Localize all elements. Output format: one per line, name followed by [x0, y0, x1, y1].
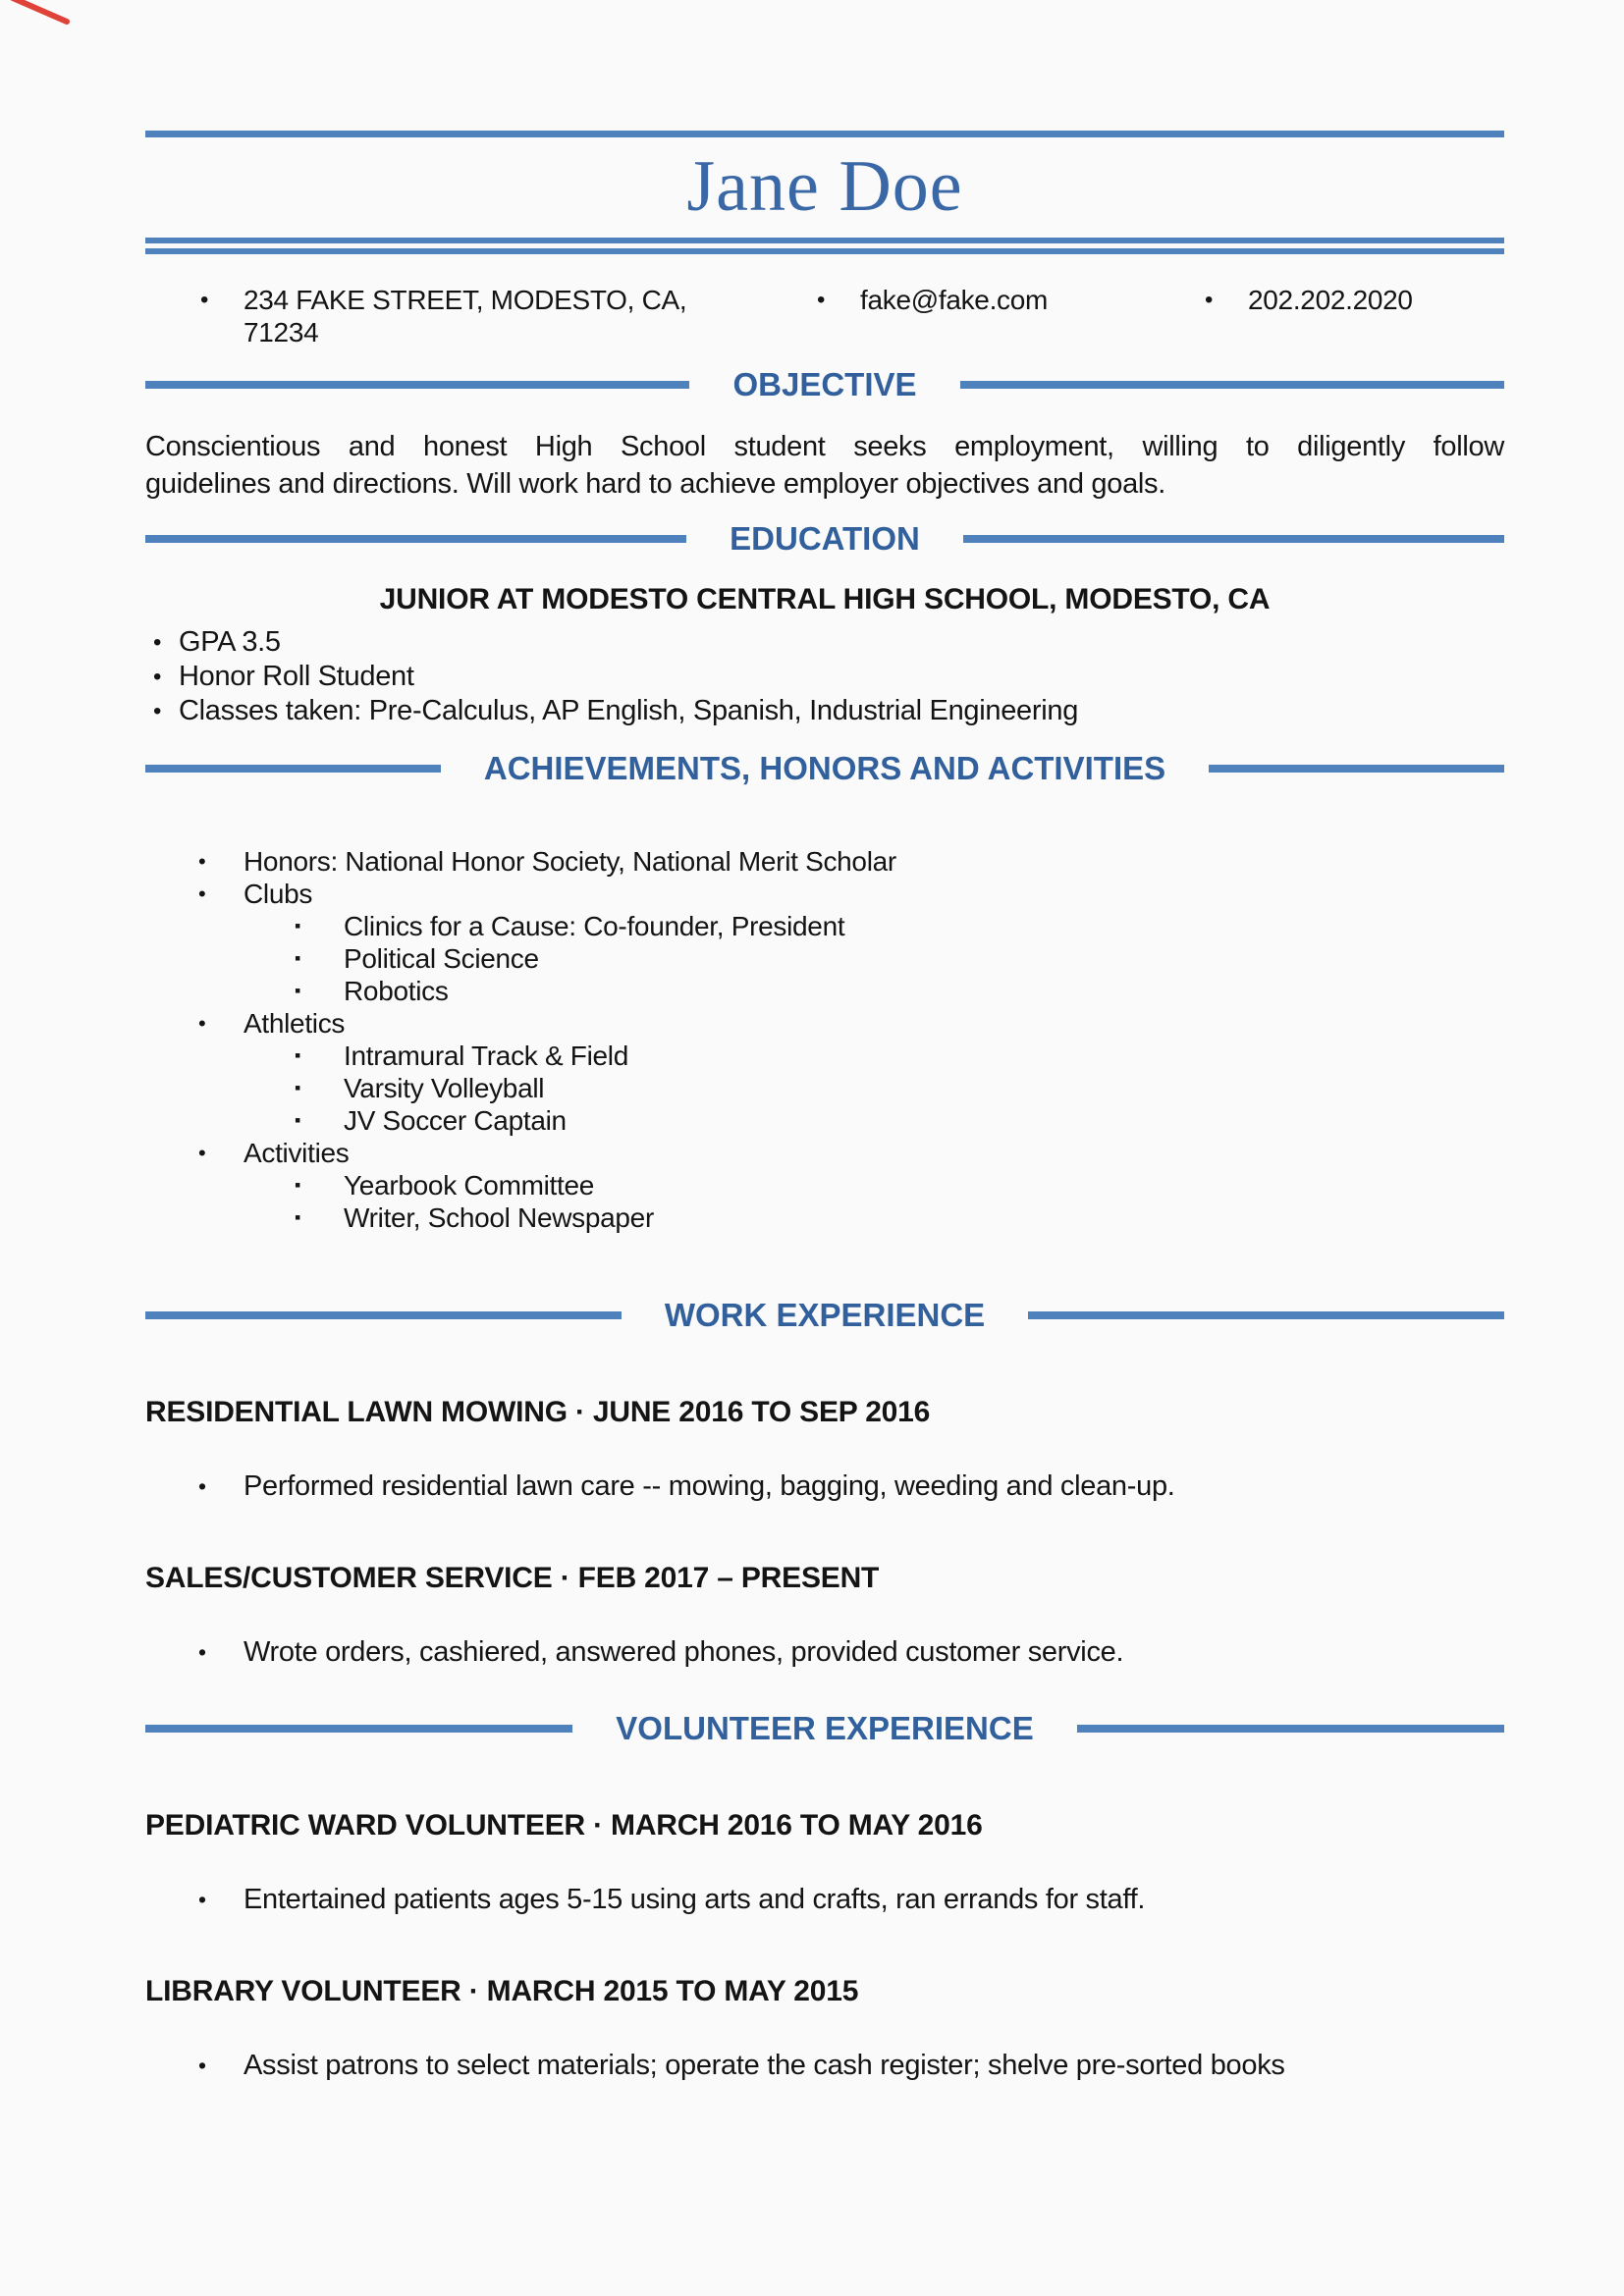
- section-work-header: [145, 1295, 1504, 1335]
- achievement-subitem-text: Varsity Volleyball: [344, 1073, 545, 1103]
- job-title-library: LIBRARY VOLUNTEER · MARCH 2015 TO MAY 2015: [145, 1975, 859, 2007]
- header-double-rule-line2: [145, 248, 1504, 254]
- bullet-square-icon: ▪: [295, 1045, 301, 1065]
- section-rule-right: [1077, 1725, 1504, 1733]
- section-title-education: EDUCATION: [730, 520, 920, 557]
- contact-address-line1: 234 FAKE STREET, MODESTO, CA,: [244, 285, 687, 315]
- achievement-item-text: Clubs: [244, 879, 313, 909]
- achievement-subitem: [145, 1201, 1504, 1234]
- section-rule-left: [145, 535, 686, 543]
- education-bullet-text: Honor Roll Student: [179, 661, 414, 692]
- achievement-subitem: [145, 975, 1504, 1007]
- job-bullet-text: Assist patrons to select materials; operate the cash register; shelve pre-sorted books: [244, 2050, 1285, 2081]
- achievement-item-activities: [145, 1137, 1504, 1169]
- job-bullet-text: Wrote orders, cashiered, answered phones, provided customer service.: [244, 1636, 1124, 1668]
- header-top-rule: [145, 131, 1504, 137]
- objective-line-2: guidelines and directions. Will work hard to achieve employer objectives and goals.: [145, 468, 1165, 500]
- education-bullet-item: [145, 625, 1504, 660]
- objective-paragraph: [145, 428, 1504, 503]
- bullet-dot-icon: •: [200, 287, 209, 313]
- bullet-dot-icon: •: [153, 629, 162, 656]
- job-bullet-item: [145, 1469, 1504, 1503]
- job-bullet-item: [145, 2049, 1504, 2082]
- bullet-dot-icon: •: [198, 1011, 206, 1036]
- job-bullet-text: Entertained patients ages 5-15 using arts and crafts, ran errands for staff.: [244, 1884, 1146, 1915]
- contact-address-line2: 71234: [244, 317, 319, 347]
- achievement-subitem-text: Clinics for a Cause: Co-founder, President: [344, 911, 845, 941]
- section-volunteer-header: [145, 1708, 1504, 1748]
- education-bullet-text: Classes taken: Pre-Calculus, AP English, Spanish, Industrial Engineering: [179, 695, 1079, 726]
- section-title-achievements: ACHIEVEMENTS, HONORS AND ACTIVITIES: [483, 750, 1166, 786]
- achievement-item-text: Athletics: [244, 1008, 346, 1039]
- bullet-dot-icon: •: [198, 1639, 206, 1665]
- achievement-subitem-text: Intramural Track & Field: [344, 1041, 628, 1071]
- contact-item-address: [200, 284, 817, 348]
- contact-item-email: [817, 284, 1205, 348]
- contact-phone-text: 202.202.2020: [1248, 285, 1413, 315]
- contact-item-phone: [1205, 284, 1504, 348]
- achievement-subitem-text: Writer, School Newspaper: [344, 1202, 654, 1233]
- achievement-subitem-text: Robotics: [344, 976, 449, 1006]
- bullet-square-icon: ▪: [295, 916, 301, 935]
- page-title: Jane Doe: [686, 146, 963, 227]
- bullet-dot-icon: •: [198, 881, 206, 906]
- bullet-dot-icon: •: [198, 1473, 206, 1499]
- achievement-subitem: [145, 1040, 1504, 1072]
- achievement-item-text: Honors: National Honor Society, National Merit Scholar: [244, 846, 896, 877]
- education-bullet-list: [145, 625, 1504, 728]
- section-rule-left: [145, 765, 441, 773]
- red-pen-mark: [0, 0, 108, 44]
- achievement-subitem: [145, 1169, 1504, 1201]
- achievement-subitem-text: Yearbook Committee: [344, 1170, 595, 1201]
- contact-address-text: [244, 284, 686, 348]
- header-double-rule: [145, 238, 1504, 254]
- education-bullet-text: GPA 3.5: [179, 626, 281, 658]
- bullet-square-icon: ▪: [295, 948, 301, 968]
- objective-line-1: Conscientious and honest High School student seeks employment, willing to diligently follow: [145, 431, 1504, 462]
- achievement-subitem: [145, 1104, 1504, 1137]
- section-rule-right: [963, 535, 1504, 543]
- section-rule-left: [145, 381, 689, 389]
- bullet-square-icon: ▪: [295, 1207, 301, 1227]
- achievement-subitem-text: Political Science: [344, 943, 539, 974]
- section-education-header: [145, 518, 1504, 559]
- bullet-dot-icon: •: [153, 698, 162, 724]
- bullet-square-icon: ▪: [295, 1110, 301, 1130]
- job-title-pediatric-ward: PEDIATRIC WARD VOLUNTEER · MARCH 2016 TO MAY 2016: [145, 1809, 983, 1842]
- education-bullet-item: [145, 694, 1504, 728]
- section-rule-right: [1209, 765, 1504, 773]
- bullet-dot-icon: •: [198, 1141, 206, 1165]
- achievement-item-honors: [145, 845, 1504, 878]
- achievement-item-clubs: [145, 878, 1504, 910]
- section-objective-header: [145, 364, 1504, 404]
- bullet-square-icon: ▪: [295, 1078, 301, 1097]
- job-title-sales: SALES/CUSTOMER SERVICE · FEB 2017 – PRESENT: [145, 1562, 880, 1594]
- bullet-square-icon: ▪: [295, 1175, 301, 1195]
- section-rule-right: [1028, 1311, 1504, 1319]
- job-bullet-text: Performed residential lawn care -- mowing, bagging, weeding and clean-up.: [244, 1470, 1175, 1502]
- achievement-subitem-text: JV Soccer Captain: [344, 1105, 567, 1136]
- section-title-objective: OBJECTIVE: [732, 366, 917, 402]
- header-double-rule-line1: [145, 238, 1504, 243]
- resume-content: [145, 0, 1504, 2082]
- contact-row: [145, 284, 1504, 348]
- achievement-subitem: [145, 910, 1504, 942]
- section-rule-right: [960, 381, 1504, 389]
- section-title-work: WORK EXPERIENCE: [664, 1297, 986, 1333]
- education-school-title: JUNIOR AT MODESTO CENTRAL HIGH SCHOOL, MODESTO, CA: [379, 583, 1271, 615]
- section-title-volunteer: VOLUNTEER EXPERIENCE: [616, 1710, 1034, 1746]
- bullet-square-icon: ▪: [295, 981, 301, 1000]
- bullet-dot-icon: •: [198, 2053, 206, 2078]
- section-rule-left: [145, 1311, 622, 1319]
- contact-email-text: fake@fake.com: [860, 285, 1049, 315]
- job-bullet-item: [145, 1883, 1504, 1916]
- bullet-dot-icon: •: [817, 287, 826, 313]
- achievement-item-text: Activities: [244, 1138, 350, 1168]
- achievement-subitem: [145, 942, 1504, 975]
- education-bullet-item: [145, 660, 1504, 694]
- section-rule-left: [145, 1725, 572, 1733]
- achievement-item-athletics: [145, 1007, 1504, 1040]
- section-achievements-header: [145, 748, 1504, 788]
- bullet-dot-icon: •: [198, 849, 206, 874]
- achievement-subitem: [145, 1072, 1504, 1104]
- job-title-lawn-mowing: RESIDENTIAL LAWN MOWING · JUNE 2016 TO SEP 2016: [145, 1396, 931, 1428]
- bullet-dot-icon: •: [1205, 287, 1214, 313]
- bullet-dot-icon: •: [153, 664, 162, 690]
- achievements-list: [145, 845, 1504, 1234]
- job-bullet-item: [145, 1635, 1504, 1669]
- bullet-dot-icon: •: [198, 1887, 206, 1912]
